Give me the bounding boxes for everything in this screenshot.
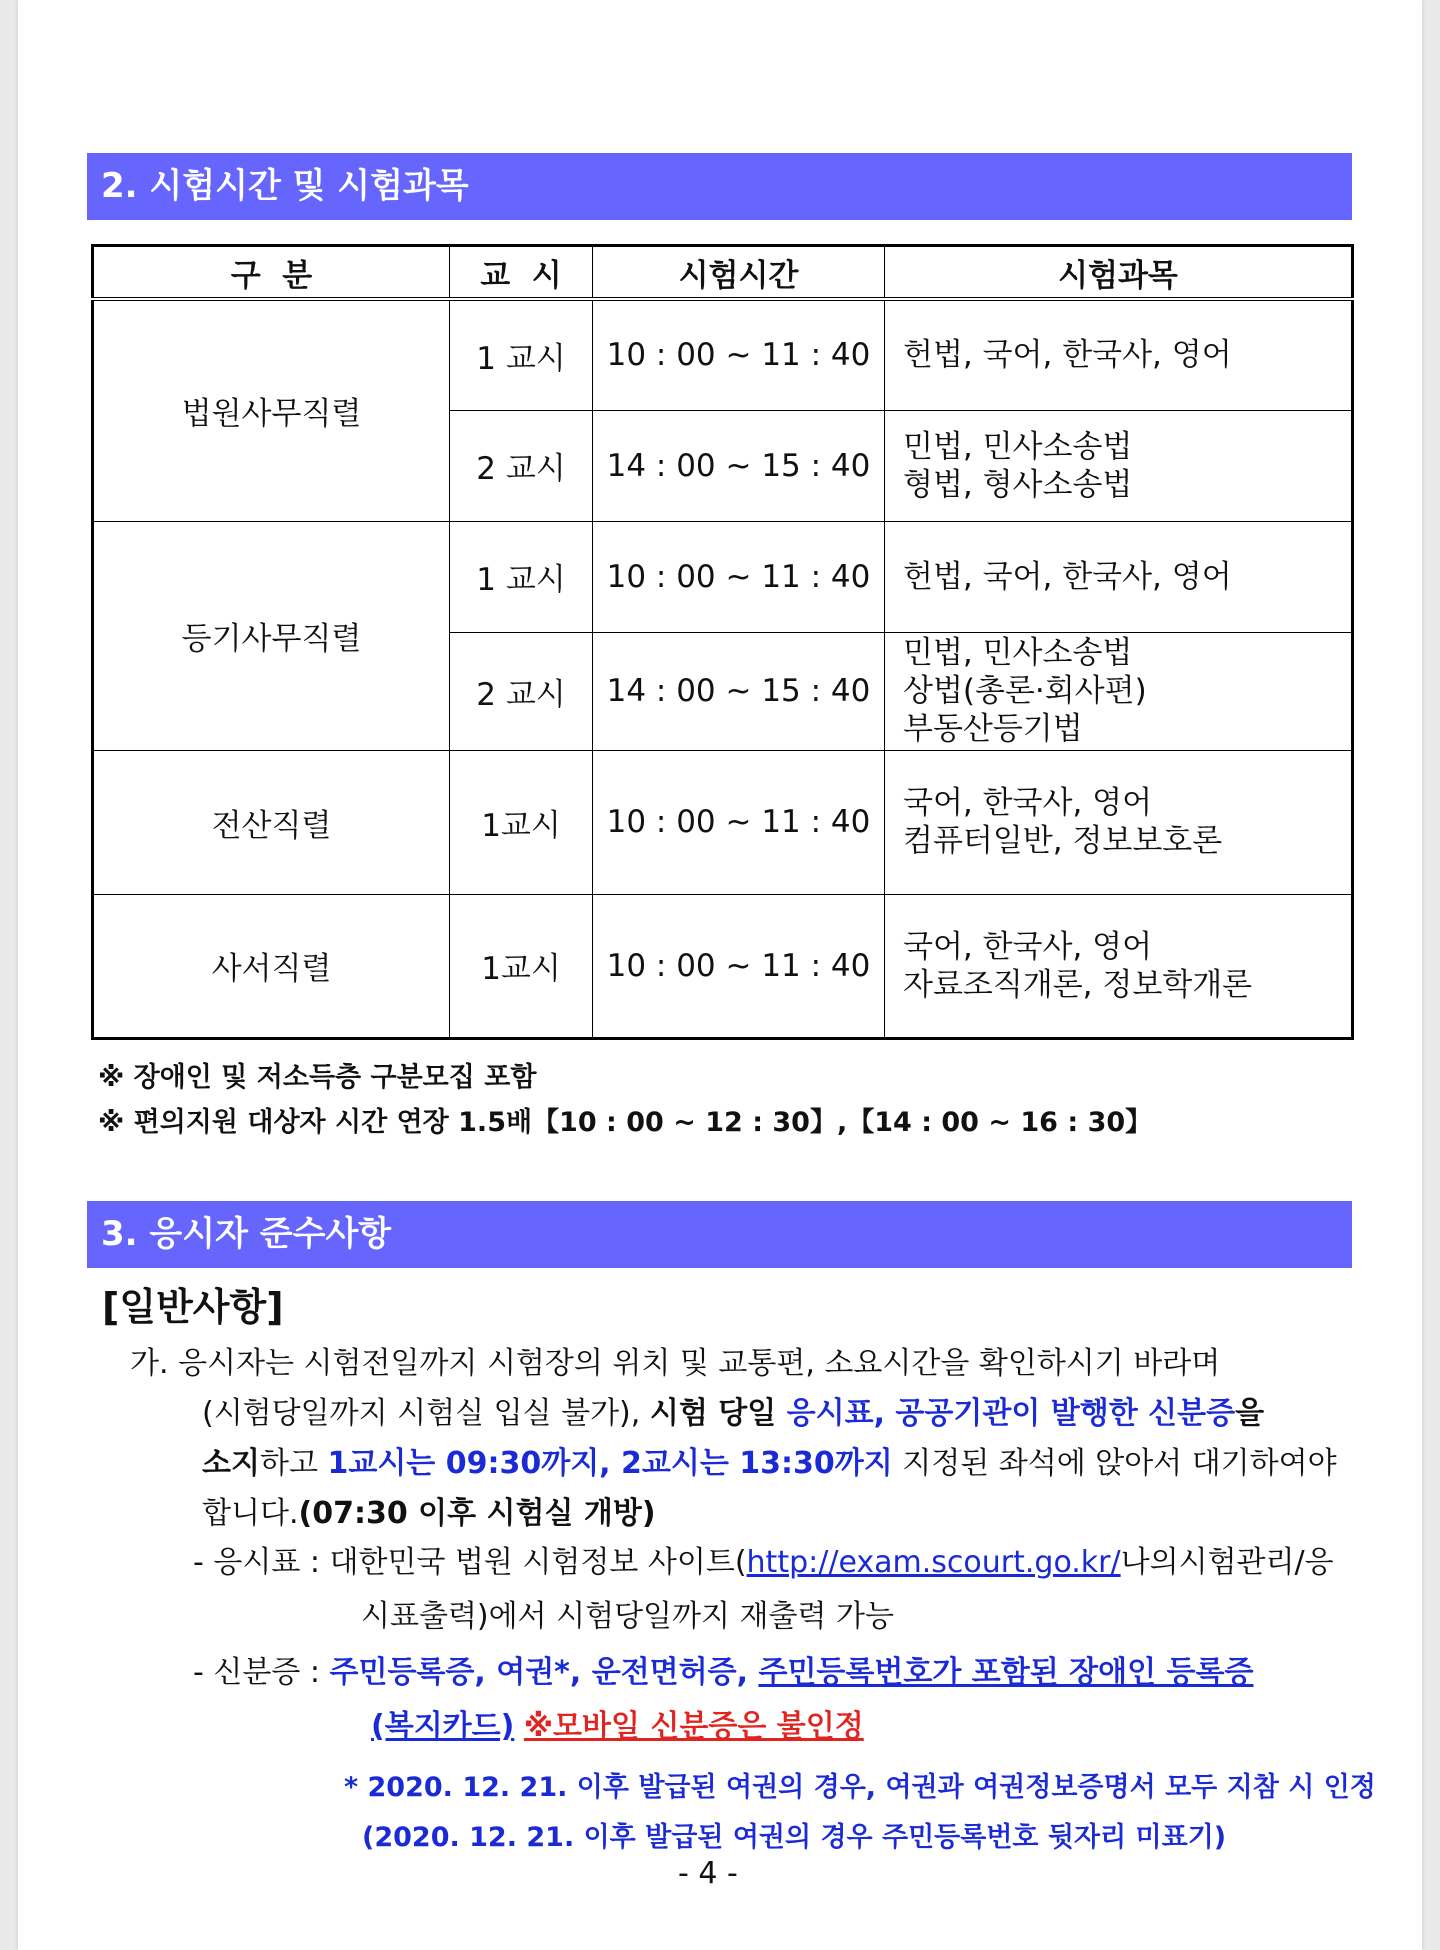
text-span: 을 xyxy=(1235,1396,1265,1431)
general-items-heading: [일반사항] xyxy=(102,1285,284,1329)
group-cell: 전산직렬 xyxy=(93,750,450,894)
header-time: 시험시간 xyxy=(593,246,885,300)
id-line2 xyxy=(193,1702,1373,1752)
id-list-disabled: 주민등록번호가 포함된 장애인 등록증 xyxy=(758,1655,1254,1690)
note-extended-time: ※ 편의지원 대상자 시간 연장 1.5배【10 : 00 ~ 12 : 30】,【14 : 00 ~ 16 : 30】 xyxy=(98,1107,1153,1138)
table-header-row xyxy=(93,246,1353,300)
subjects-cell xyxy=(885,894,1353,1038)
period-cell: 1교시 xyxy=(450,894,593,1038)
subjects-cell xyxy=(885,521,1353,632)
text-span: (시험당일까지 시험실 입실 불가), xyxy=(202,1396,650,1431)
time-cell: 14 : 00 ~ 15 : 40 xyxy=(593,632,885,750)
item-ga-prefix: 가. xyxy=(130,1346,169,1381)
text-span: - 신분증 : xyxy=(193,1655,330,1690)
ticket-item xyxy=(193,1538,1373,1642)
period-cell: 2 교시 xyxy=(450,632,593,750)
table-row xyxy=(93,750,1353,894)
document-page xyxy=(18,0,1422,1950)
time-cell: 10 : 00 ~ 11 : 40 xyxy=(593,750,885,894)
item-ga-line1 xyxy=(130,1339,1370,1389)
table-row xyxy=(93,299,1353,410)
group-cell: 등기사무직렬 xyxy=(93,521,450,750)
subject-line: 컴퓨터일반, 정보보호론 xyxy=(903,823,1223,859)
subject-line: 부동산등기법 xyxy=(903,711,1083,747)
id-list: 주민등록증, 여권*, 운전면허증, xyxy=(329,1655,759,1690)
time-cell: 10 : 00 ~ 11 : 40 xyxy=(593,521,885,632)
welfare-card: (복지카드) xyxy=(371,1709,515,1744)
mobile-id-notice: ※모바일 신분증은 불인정 xyxy=(523,1709,864,1744)
table-row xyxy=(93,894,1353,1038)
id-item xyxy=(193,1648,1373,1752)
section-3-header: 3. 응시자 준수사항 xyxy=(87,1201,1352,1268)
header-subjects: 시험과목 xyxy=(885,246,1353,300)
time-cell: 10 : 00 ~ 11 : 40 xyxy=(593,299,885,410)
ticket-line1 xyxy=(193,1538,1373,1588)
group-cell: 사서직렬 xyxy=(93,894,450,1038)
subjects-cell xyxy=(885,632,1353,750)
arrival-times: 1교시는 09:30까지, 2교시는 13:30까지 xyxy=(327,1446,893,1481)
item-ga xyxy=(130,1339,1370,1539)
exam-site-link[interactable]: http://exam.scourt.go.kr/ xyxy=(746,1545,1121,1580)
subject-line: 헌법, 국어, 한국사, 영어 xyxy=(903,558,1232,595)
group-cell: 법원사무직렬 xyxy=(93,299,450,521)
text-span: 하고 xyxy=(259,1446,328,1481)
period-cell: 1 교시 xyxy=(450,521,593,632)
subjects-cell xyxy=(885,410,1353,521)
subject-line: 헌법, 국어, 한국사, 영어 xyxy=(903,337,1232,374)
required-items: 응시표, 공공기관이 발행한 신분증 xyxy=(786,1396,1236,1431)
item-ga-line2 xyxy=(130,1389,1370,1439)
ticket-line2: 시표출력)에서 시험당일까지 재출력 가능 xyxy=(361,1599,894,1634)
subject-line: 자료조직개론, 정보학개론 xyxy=(903,966,1253,1003)
item-ga-text: 응시자는 시험전일까지 시험장의 위치 및 교통편, 소요시간을 확인하시기 바라며 xyxy=(178,1346,1221,1381)
header-category: 구 분 xyxy=(93,246,450,300)
subjects-cell xyxy=(885,299,1353,410)
page-number: - 4 - xyxy=(678,1856,738,1891)
subjects-cell xyxy=(885,750,1353,894)
period-cell: 1교시 xyxy=(450,750,593,894)
subject-line: 국어, 한국사, 영어 xyxy=(903,928,1153,965)
note-disabled-recruitment: ※ 장애인 및 저소득층 구분모집 포함 xyxy=(98,1062,537,1093)
table-row xyxy=(93,521,1353,632)
subject-line: 형법, 형사소송법 xyxy=(903,466,1133,503)
text-span: 합니다. xyxy=(202,1496,299,1531)
period-cell: 2 교시 xyxy=(450,410,593,521)
subject-line: 민법, 민사소송법 xyxy=(903,635,1133,671)
text-span: - 응시표 : 대한민국 법원 시험정보 사이트( xyxy=(193,1545,747,1580)
subject-line: 민법, 민사소송법 xyxy=(903,428,1133,465)
passport-footnote-1: * 2020. 12. 21. 이후 발급된 여권의 경우, 여권과 여권정보증명서 모두 지참 시 인정 xyxy=(344,1772,1376,1803)
text-span: 소지 xyxy=(202,1446,260,1481)
subject-line: 국어, 한국사, 영어 xyxy=(903,785,1153,821)
header-period: 교 시 xyxy=(450,246,593,300)
item-ga-line3 xyxy=(130,1439,1370,1489)
text-span: 시험 당일 xyxy=(649,1396,787,1431)
room-open-time: (07:30 이후 시험실 개방) xyxy=(298,1496,656,1531)
time-cell: 14 : 00 ~ 15 : 40 xyxy=(593,410,885,521)
text-span: 나의시험관리/응 xyxy=(1120,1545,1334,1580)
passport-footnote-2: (2020. 12. 21. 이후 발급된 여권의 경우 주민등록번호 뒷자리 미표기) xyxy=(362,1822,1227,1853)
id-line1 xyxy=(193,1648,1373,1698)
text-span: 지정된 좌석에 앉아서 대기하여야 xyxy=(892,1446,1337,1481)
schedule-table xyxy=(91,244,1354,1040)
period-cell: 1 교시 xyxy=(450,299,593,410)
item-ga-line4 xyxy=(130,1489,1370,1539)
subject-line: 상법(총론·회사편) xyxy=(903,673,1147,709)
section-2-header: 2. 시험시간 및 시험과목 xyxy=(87,153,1352,220)
time-cell: 10 : 00 ~ 11 : 40 xyxy=(593,894,885,1038)
